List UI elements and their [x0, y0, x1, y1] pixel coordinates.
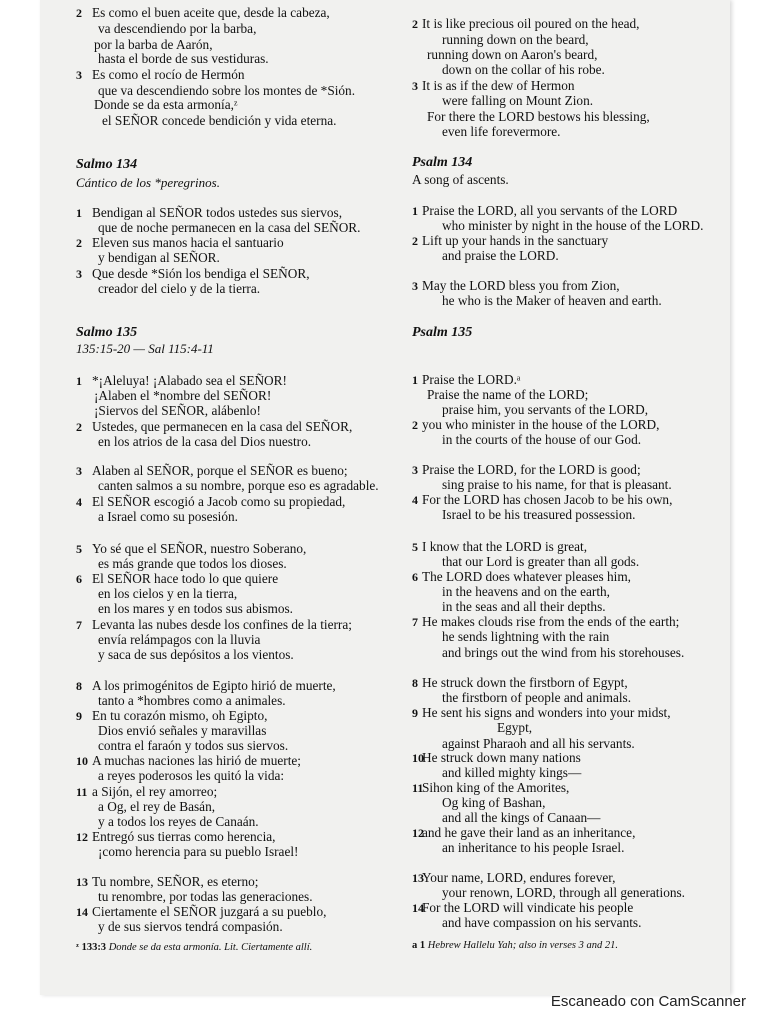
verse-line: 4 El SEÑOR escogió a Jacob como su propiedad, [76, 494, 346, 509]
verse-line: he sends lightning with the rain [442, 629, 610, 644]
verse-line: he who is the Maker of heaven and earth. [442, 293, 662, 308]
verse-line: y bendigan al SEÑOR. [98, 250, 220, 265]
verse-line: 3 Es como el rocío de Hermón [76, 67, 245, 82]
verse-line: 8 A los primogénitos de Egipto hirió de muerte, [76, 678, 336, 693]
verse-line: el SEÑOR concede bendición y vida eterna. [102, 113, 337, 128]
verse-line: 6 El SEÑOR hace todo lo que quiere [76, 571, 279, 586]
verse-line: 5 Yo sé que el SEÑOR, nuestro Soberano, [76, 541, 307, 556]
psalm-title: Salmo 134 [76, 157, 138, 172]
verse-line: a Og, el rey de Basán, [98, 799, 216, 814]
verse-line: For there the LORD bestows his blessing, [427, 109, 650, 124]
verse-line: a reyes poderosos les quitó la vida: [98, 768, 285, 783]
verse-line: 10He struck down many nations [412, 750, 581, 765]
verse-line: 7 He makes clouds rise from the ends of the earth; [412, 614, 680, 629]
verse-line: 3 Praise the LORD, for the LORD is good; [412, 462, 641, 477]
verse-line: the firstborn of people and animals. [442, 690, 632, 705]
verse-line: 2 Eleven sus manos hacia el santuario [76, 235, 284, 250]
verse-line: 3 It is as if the dew of Hermon [412, 78, 575, 93]
verse-line: 14 Ciertamente el SEÑOR juzgará a su pueblo, [76, 904, 327, 919]
verse-line: praise him, you servants of the LORD, [442, 402, 649, 417]
verse-line: y de sus siervos tendrá compasión. [98, 919, 283, 934]
footnote: a 1 Hebrew Hallelu Yah; also in verses 3 and 21. [412, 940, 619, 951]
verse-line: 2 Es como el buen aceite que, desde la cabeza, [76, 5, 330, 20]
psalm-title: Psalm 135 [412, 325, 473, 340]
verse-line: creador del cielo y de la tierra. [98, 281, 261, 296]
psalm-title: Salmo 135 [76, 325, 138, 340]
verse-line: and killed mighty kings— [442, 765, 582, 780]
verse-line: sing praise to his name, for that is pleasant. [442, 477, 672, 492]
verse-line: 1 *¡Aleluya! ¡Alabado sea el SEÑOR! [76, 373, 287, 388]
verse-line: an inheritance to his people Israel. [442, 840, 625, 855]
verse-line: a Israel como su posesión. [98, 509, 238, 524]
verse-line: 9 He sent his signs and wonders into your midst, [412, 705, 671, 720]
verse-line: 1 Bendigan al SEÑOR todos ustedes sus siervos, [76, 205, 343, 220]
verse-line: ¡Siervos del SEÑOR, alábenlo! [94, 403, 261, 418]
verse-line: who minister by night in the house of the LORD. [442, 218, 704, 233]
verse-line: in the seas and all their depths. [442, 599, 606, 614]
verse-line: 1 Praise the LORD.ᵃ [412, 372, 521, 387]
verse-line: es más grande que todos los dioses. [98, 556, 287, 571]
verse-line: 13 Tu nombre, SEÑOR, es eterno; [76, 874, 259, 889]
verse-line: running down on the beard, [442, 32, 589, 47]
verse-line: 2 you who minister in the house of the LORD, [412, 417, 660, 432]
verse-line: 6 The LORD does whatever pleases him, [412, 569, 631, 584]
verse-line: 11Sihon king of the Amorites, [412, 780, 570, 795]
verse-line: 9 En tu corazón mismo, oh Egipto, [76, 708, 268, 723]
verse-line: en los atrios de la casa del Dios nuestro. [98, 434, 312, 449]
verse-line: envía relámpagos con la lluvia [98, 632, 261, 647]
verse-line: 3 Alaben al SEÑOR, porque el SEÑOR es bueno; [76, 463, 348, 478]
psalm-subtitle: A song of ascents. [412, 172, 509, 187]
verse-line: 8 He struck down the firstborn of Egypt, [412, 675, 628, 690]
verse-line: running down on Aaron's beard, [427, 47, 598, 62]
verse-line: 4 For the LORD has chosen Jacob to be his own, [412, 492, 673, 507]
verse-line: even life forevermore. [442, 124, 561, 139]
verse-line: your renown, LORD, through all generations. [442, 885, 685, 900]
verse-line: Praise the name of the LORD; [427, 387, 589, 402]
verse-line: in the courts of the house of our God. [442, 432, 642, 447]
verse-line: 14For the LORD will vindicate his people [412, 900, 634, 915]
verse-line: y saca de sus depósitos a los vientos. [98, 647, 294, 662]
verse-line: 5 I know that the LORD is great, [412, 539, 588, 554]
verse-line: que de noche permanecen en la casa del SEÑOR. [98, 220, 361, 235]
verse-line: 12 Entregó sus tierras como herencia, [76, 829, 276, 844]
verse-line: were falling on Mount Zion. [442, 93, 594, 108]
verse-line: en los cielos y en la tierra, [98, 586, 238, 601]
verse-line: in the heavens and on the earth, [442, 584, 610, 599]
verse-line: 10 A muchas naciones las hirió de muerte; [76, 753, 301, 768]
verse-line: 3 May the LORD bless you from Zion, [412, 278, 620, 293]
verse-line: against Pharaoh and all his servants. [442, 736, 635, 751]
camscanner-watermark: Escaneado con CamScanner [550, 993, 746, 1010]
verse-line: that our Lord is greater than all gods. [442, 554, 640, 569]
verse-line: canten salmos a su nombre, porque eso es agradable. [98, 478, 379, 493]
verse-line: and praise the LORD. [442, 248, 559, 263]
verse-line: 12and he gave their land as an inheritance, [412, 825, 636, 840]
verse-line: va descendiendo por la barba, [98, 21, 257, 36]
verse-line: en los mares y en todos sus abismos. [98, 601, 294, 616]
verse-line: Donde se da esta armonía,ᶻ [94, 97, 238, 112]
verse-line: and have compassion on his servants. [442, 915, 642, 930]
verse-line: tu renombre, por todas las generaciones. [98, 889, 313, 904]
verse-line: 13Your name, LORD, endures forever, [412, 870, 616, 885]
verse-line: y a todos los reyes de Canaán. [98, 814, 259, 829]
verse-line: que va descendiendo sobre los montes de *Sión. [98, 83, 356, 98]
verse-line: ¡como herencia para su pueblo Israel! [98, 844, 299, 859]
verse-line: Og king of Bashan, [442, 795, 546, 810]
verse-line: Dios envió señales y maravillas [98, 723, 267, 738]
verse-line: por la barba de Aarón, [94, 37, 213, 52]
verse-line: and all the kings of Canaan— [442, 810, 601, 825]
verse-line: 3 Que desde *Sión los bendiga el SEÑOR, [76, 266, 310, 281]
verse-line: 2 Ustedes, que permanecen en la casa del SEÑOR, [76, 419, 353, 434]
verse-line: 2 It is like precious oil poured on the head, [412, 16, 640, 31]
psalm-subtitle: 135:15-20 — Sal 115:4-11 [76, 341, 214, 356]
verse-line: 1 Praise the LORD, all you servants of the LORD [412, 203, 678, 218]
verse-line: Israel to be his treasured possession. [442, 507, 636, 522]
verse-line: contra el faraón y todos sus siervos. [98, 738, 289, 753]
verse-line: Egypt, [497, 720, 533, 735]
verse-line: and brings out the wind from his storehouses. [442, 645, 685, 660]
psalm-title: Psalm 134 [412, 155, 473, 170]
psalm-subtitle: Cántico de los *peregrinos. [76, 175, 220, 190]
verse-line: tanto a *hombres como a animales. [98, 693, 286, 708]
footnote: ᶻ 133:3 Donde se da esta armonía. Lit. Ciertamente allí. [76, 942, 313, 953]
verse-line: hasta el borde de sus vestiduras. [98, 51, 269, 66]
verse-line: 2 Lift up your hands in the sanctuary [412, 233, 609, 248]
verse-line: down on the collar of his robe. [442, 62, 605, 77]
verse-line: 11 a Sijón, el rey amorreo; [76, 784, 218, 799]
verse-line: ¡Alaben el *nombre del SEÑOR! [94, 388, 272, 403]
verse-line: 7 Levanta las nubes desde los confines de la tierra; [76, 617, 352, 632]
